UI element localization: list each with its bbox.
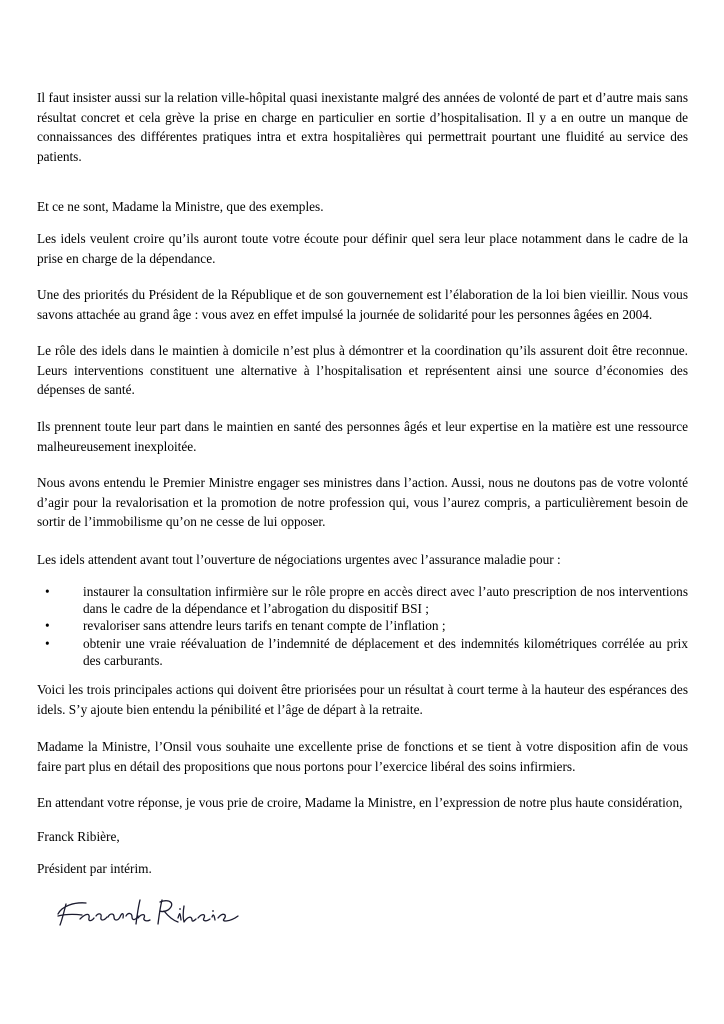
list-item	[37, 618, 688, 635]
paragraph-ville-hopital: Il faut insister aussi sur la relation ville-hôpital quasi inexistante malgré des années de volonté de part et d’autre mais sans résultat concret et cela grève la prise en charge en particulier en sortie d’hospitalisation. Il y a en outre un manque de connaissances des différentes pratiques intra et extra hospitalières qui permettrait pourtant une fluidité au service des patients.	[37, 90, 688, 164]
bullet-icon: •	[45, 584, 50, 599]
paragraph-onsil: Madame la Ministre, l’Onsil vous souhaite une excellente prise de fonctions et se tient à votre disposition afin de vous faire part plus en détail des propositions que nous portons pour l’exercice libéral des soins infirmiers.	[37, 739, 688, 774]
demands-list	[37, 584, 688, 670]
paragraph-premier-ministre: Nous avons entendu le Premier Ministre engager ses ministres dans l’action. Aussi, nous ne doutons pas de votre volonté d’agir pour la revalorisation et la promotion de notre profession qui, vous l’aurez compris, a particulièrement besoin de sortir de l’immobilisme qu’on ne cesse de lui opposer.	[37, 475, 688, 530]
signatory-name: Franck Ribière,	[37, 829, 120, 844]
paragraph-formule-politesse: En attendant votre réponse, je vous prie de croire, Madame la Ministre, en l’expression de notre plus haute considération,	[37, 795, 683, 810]
list-item	[37, 584, 688, 618]
list-item-text: revaloriser sans attendre leurs tarifs en tenant compte de l’inflation ;	[83, 618, 446, 634]
paragraph-personnes-agees: Ils prennent toute leur part dans le maintien en santé des personnes âgés et leur expertise en la matière est une ressource malheureusement inexploitée.	[37, 419, 688, 454]
paragraph-actions-prioritaires: Voici les trois principales actions qui doivent être priorisées pour un résultat à court terme à la hauteur des espérances des idels. S’y ajoute bien entendu la pénibilité et l’âge de départ à la retraite.	[37, 682, 688, 717]
list-item	[37, 636, 688, 670]
list-item-text: obtenir une vraie réévaluation de l’indemnité de déplacement et des indemnités kilométriques corrélée au prix des carburants.	[83, 635, 688, 668]
bullet-icon: •	[45, 635, 50, 651]
paragraph-role-idels: Le rôle des idels dans le maintien à domicile n’est plus à démontrer et la coordination qu’ils assurent doit être reconnue. Leurs interventions constituent une alternative à l’hospitalisation et représentent ainsi une source d’économies des dépenses de santé.	[37, 343, 688, 398]
paragraph-exemples: Et ce ne sont, Madame la Ministre, que des exemples.	[37, 199, 324, 214]
handwritten-signature	[52, 892, 252, 932]
signatory-title: Président par intérim.	[37, 861, 152, 876]
paragraph-priorites: Une des priorités du Président de la République et de son gouvernement est l’élaboration de la loi bien vieillir. Nous vous savons attachée au grand âge : vous avez en effet impulsé la journée de solidarité pour les personnes âgées en 2004.	[37, 287, 688, 322]
paragraph-ecoute: Les idels veulent croire qu’ils auront toute votre écoute pour définir quel sera leur place notamment dans le cadre de la prise en charge de la dépendance.	[37, 231, 688, 266]
bullet-icon: •	[45, 618, 50, 634]
list-item-text: instaurer la consultation infirmière sur le rôle propre en accès direct avec l’auto prescription de nos interventions dans le cadre de la dépendance et l’abrogation du dispositif BSI ;	[83, 584, 688, 616]
paragraph-negociations: Les idels attendent avant tout l’ouverture de négociations urgentes avec l’assurance maladie pour :	[37, 552, 561, 567]
